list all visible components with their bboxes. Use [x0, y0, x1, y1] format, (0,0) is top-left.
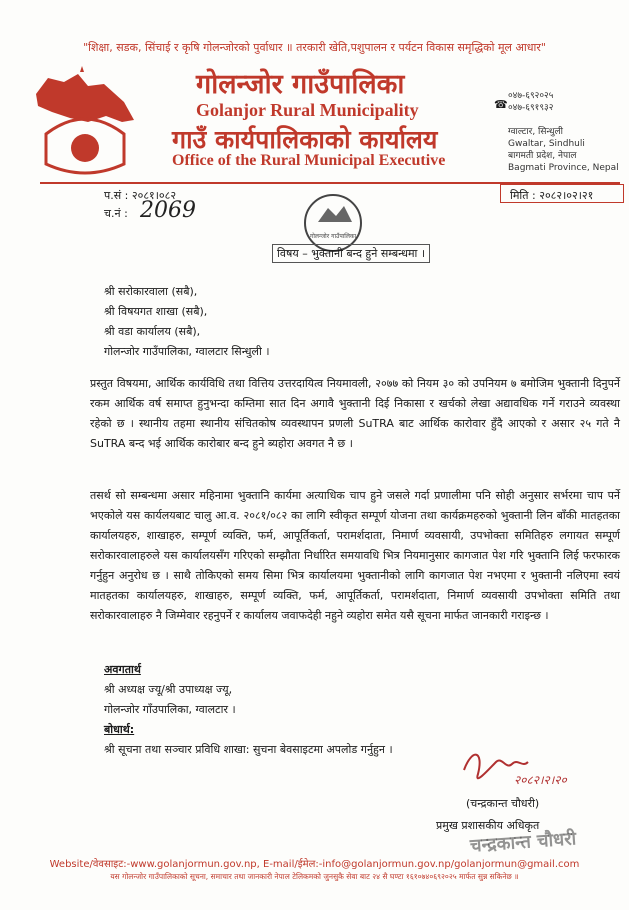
cc-action-line: श्री सूचना तथा सञ्चार प्रविधि शाखा: सुचना बेवसाइटमा अपलोड गर्नुहुन । [104, 743, 393, 756]
recipient-line: श्री सरोकारवाला (सबै), [104, 285, 198, 298]
footer-contact: Website/वेवसाइट:-www.golanjormun.gov.np, E-mail/ईमेल:-info@golanjormun.gov.np/golanjormun@gmail.com [49, 859, 580, 870]
recipient-line: श्री वडा कार्यालय (सबै), [104, 325, 201, 338]
body-paragraph-2: तसर्थ सो सम्बन्धमा असार महिनामा भुक्तानि कार्यमा अत्याधिक चाप हुने जसले गर्दा प्रणालीमा पनि सोही अनुसार सर्भरमा चाप पर्ने भएकोले यस कार्यलयबाट चालु आ.व. २०८१/०८२ का लागि स्वीकृत सम्पूर्ण योजना तथा कार्यक्रमहरुको भुक्तानी लिन बाँकी मातहतका कार्यालयहरु, शाखाहरु, सम्पूर्ण व्यक्ति, फर्म, आपूर्तिकर्ता, परामर्शदाता, निमार्ण व्यवसायी, उपभोक्ता समितिहरु लगायत सम्पूर्ण सरोकारवालाहरुले यस कार्यालयसँग गरिएको सम्झौता निर्धारित समयावधि भित्र नियमानुसार कागजात पेश गरि भुक्तानि लिई फरफारक गर्नुहुन अनुरोध छ । साथै तोकिएको समय सिमा भित्र कार्यालयमा भुक्तानीको लागि कागजात पेश नभएमा र भुक्तानी नलिएमा स्वयं मातहतका कार्यालयहरु, शाखाहरु, सम्पूर्ण व्यक्ति, फर्म, आपूर्तिकर्ता, परामर्शदाता, निमार्ण व्यवसायी उपभोक्ता समिति तथा सरोकारवालाहरु नै जिम्मेवार रहनुपर्ने र कार्यालय जवाफदेही नहुने व्यहोरा समेत यसै सूचना मार्फत जानकारी गराइन्छ । [90, 489, 620, 622]
address-en: Gwaltar, Sindhuli [508, 139, 585, 149]
signatory-name: (चन्द्रकान्त चौधरी) [466, 797, 540, 810]
office-name-np: गाउँ कार्यपालिकाको कार्यालय [172, 125, 438, 154]
reference-number: प.सं : २०८१।०८२ [104, 189, 177, 202]
recipient-line: गोलन्जोर गाउँपालिका, ग्वालटार सिन्धुली । [104, 345, 270, 358]
office-name-en: Office of the Rural Municipal Executive [172, 152, 446, 169]
nepal-map-emblem [26, 64, 144, 184]
cc-action-heading: बोधार्थ: [104, 723, 135, 736]
municipality-name-np: गोलन्जोर गाउँपालिका [196, 69, 405, 100]
dispatch-number-handwritten: 2069 [140, 198, 196, 223]
dispatch-number-label: च.नं : [104, 207, 128, 220]
issue-date: मिति : २०८२।०२।२१ [510, 189, 594, 202]
recipient-line: श्री विषयगत शाखा (सबै), [104, 305, 208, 318]
body-paragraph-1: प्रस्तुत विषयमा, आर्थिक कार्यविधि तथा वित्तिय उत्तरदायित्व नियमावली, २०७७ को नियम ३० को उपनियम ७ बमोजिम भुक्तानी दिनुपर्ने रकम आर्थिक वर्ष समाप्त हुनुभन्दा कम्तिमा सात दिन अगावै भुक्तानी दिई निकासा र खर्चको लेखा अद्यावधिक गर्ने गराउने व्यवस्था रहेको छ । स्थानीय तहमा स्थानीय संचितकोष व्यवस्थापन प्रणली SuTRA बाट आर्थिक कारोवार हुँदै आएको र असार २५ गते नै SuTRA बन्द भई आर्थिक कारोबार बन्द हुने ब्यहोरा अवगत नै छ । [90, 377, 620, 450]
contact-block [508, 90, 626, 174]
province-np: बागमती प्रदेश, नेपाल [508, 151, 577, 161]
svg-text:२०८२।२।२०: २०८२।२।२० [514, 773, 567, 787]
subject-line: विषय – भुक्तानी बन्द हुने सम्बन्धमा । [272, 244, 430, 263]
province-en: Bagmati Province, Nepal [508, 163, 619, 173]
phone-icon: ☎ [494, 98, 508, 111]
cc-info-line: गोलन्जोर गाँउपालिका, ग्वालटार । [104, 703, 236, 716]
handwritten-signature [458, 740, 588, 796]
motto: "शिक्षा, सडक, सिंचाई र कृषि गोलन्जोरको पुर्वाधार ॥ तरकारी खेति,पशुपालन र पर्यटन विकास समृद्धिको मूल आधार" [83, 41, 546, 54]
footer-notice: यस गोलन्जोर गाउँपालिकाको सूचना, समाचार तथा जानकारी नेपाल टेलिकमको जुनसुकै सेवा बाट २४ सै घण्टा १६१०७४०६९२०२५ मार्फत सुन्न सकिनेछ ॥ [110, 872, 519, 881]
phone-2: ०४७-६९१९३२ [508, 103, 554, 113]
cc-info-line: श्री अध्यक्ष ज्यू/श्री उपाध्यक्ष ज्यू, [104, 683, 233, 696]
address-np: ग्वाल्टार, सिन्धुली [508, 127, 563, 137]
cc-info-heading: अवगतार्थ [104, 663, 141, 676]
svg-text:गोलन्जोर गाउँपालिका: गोलन्जोर गाउँपालिका [309, 233, 357, 240]
signatory-title: प्रमुख प्रशासकीय अधिकृत [436, 819, 540, 832]
name-stamp: चन्द्रकान्त चौधरी [469, 828, 577, 857]
phone-1: ०४७-६९२०२५ [508, 91, 554, 101]
municipality-name-en: Golanjor Rural Municipality [196, 100, 419, 120]
